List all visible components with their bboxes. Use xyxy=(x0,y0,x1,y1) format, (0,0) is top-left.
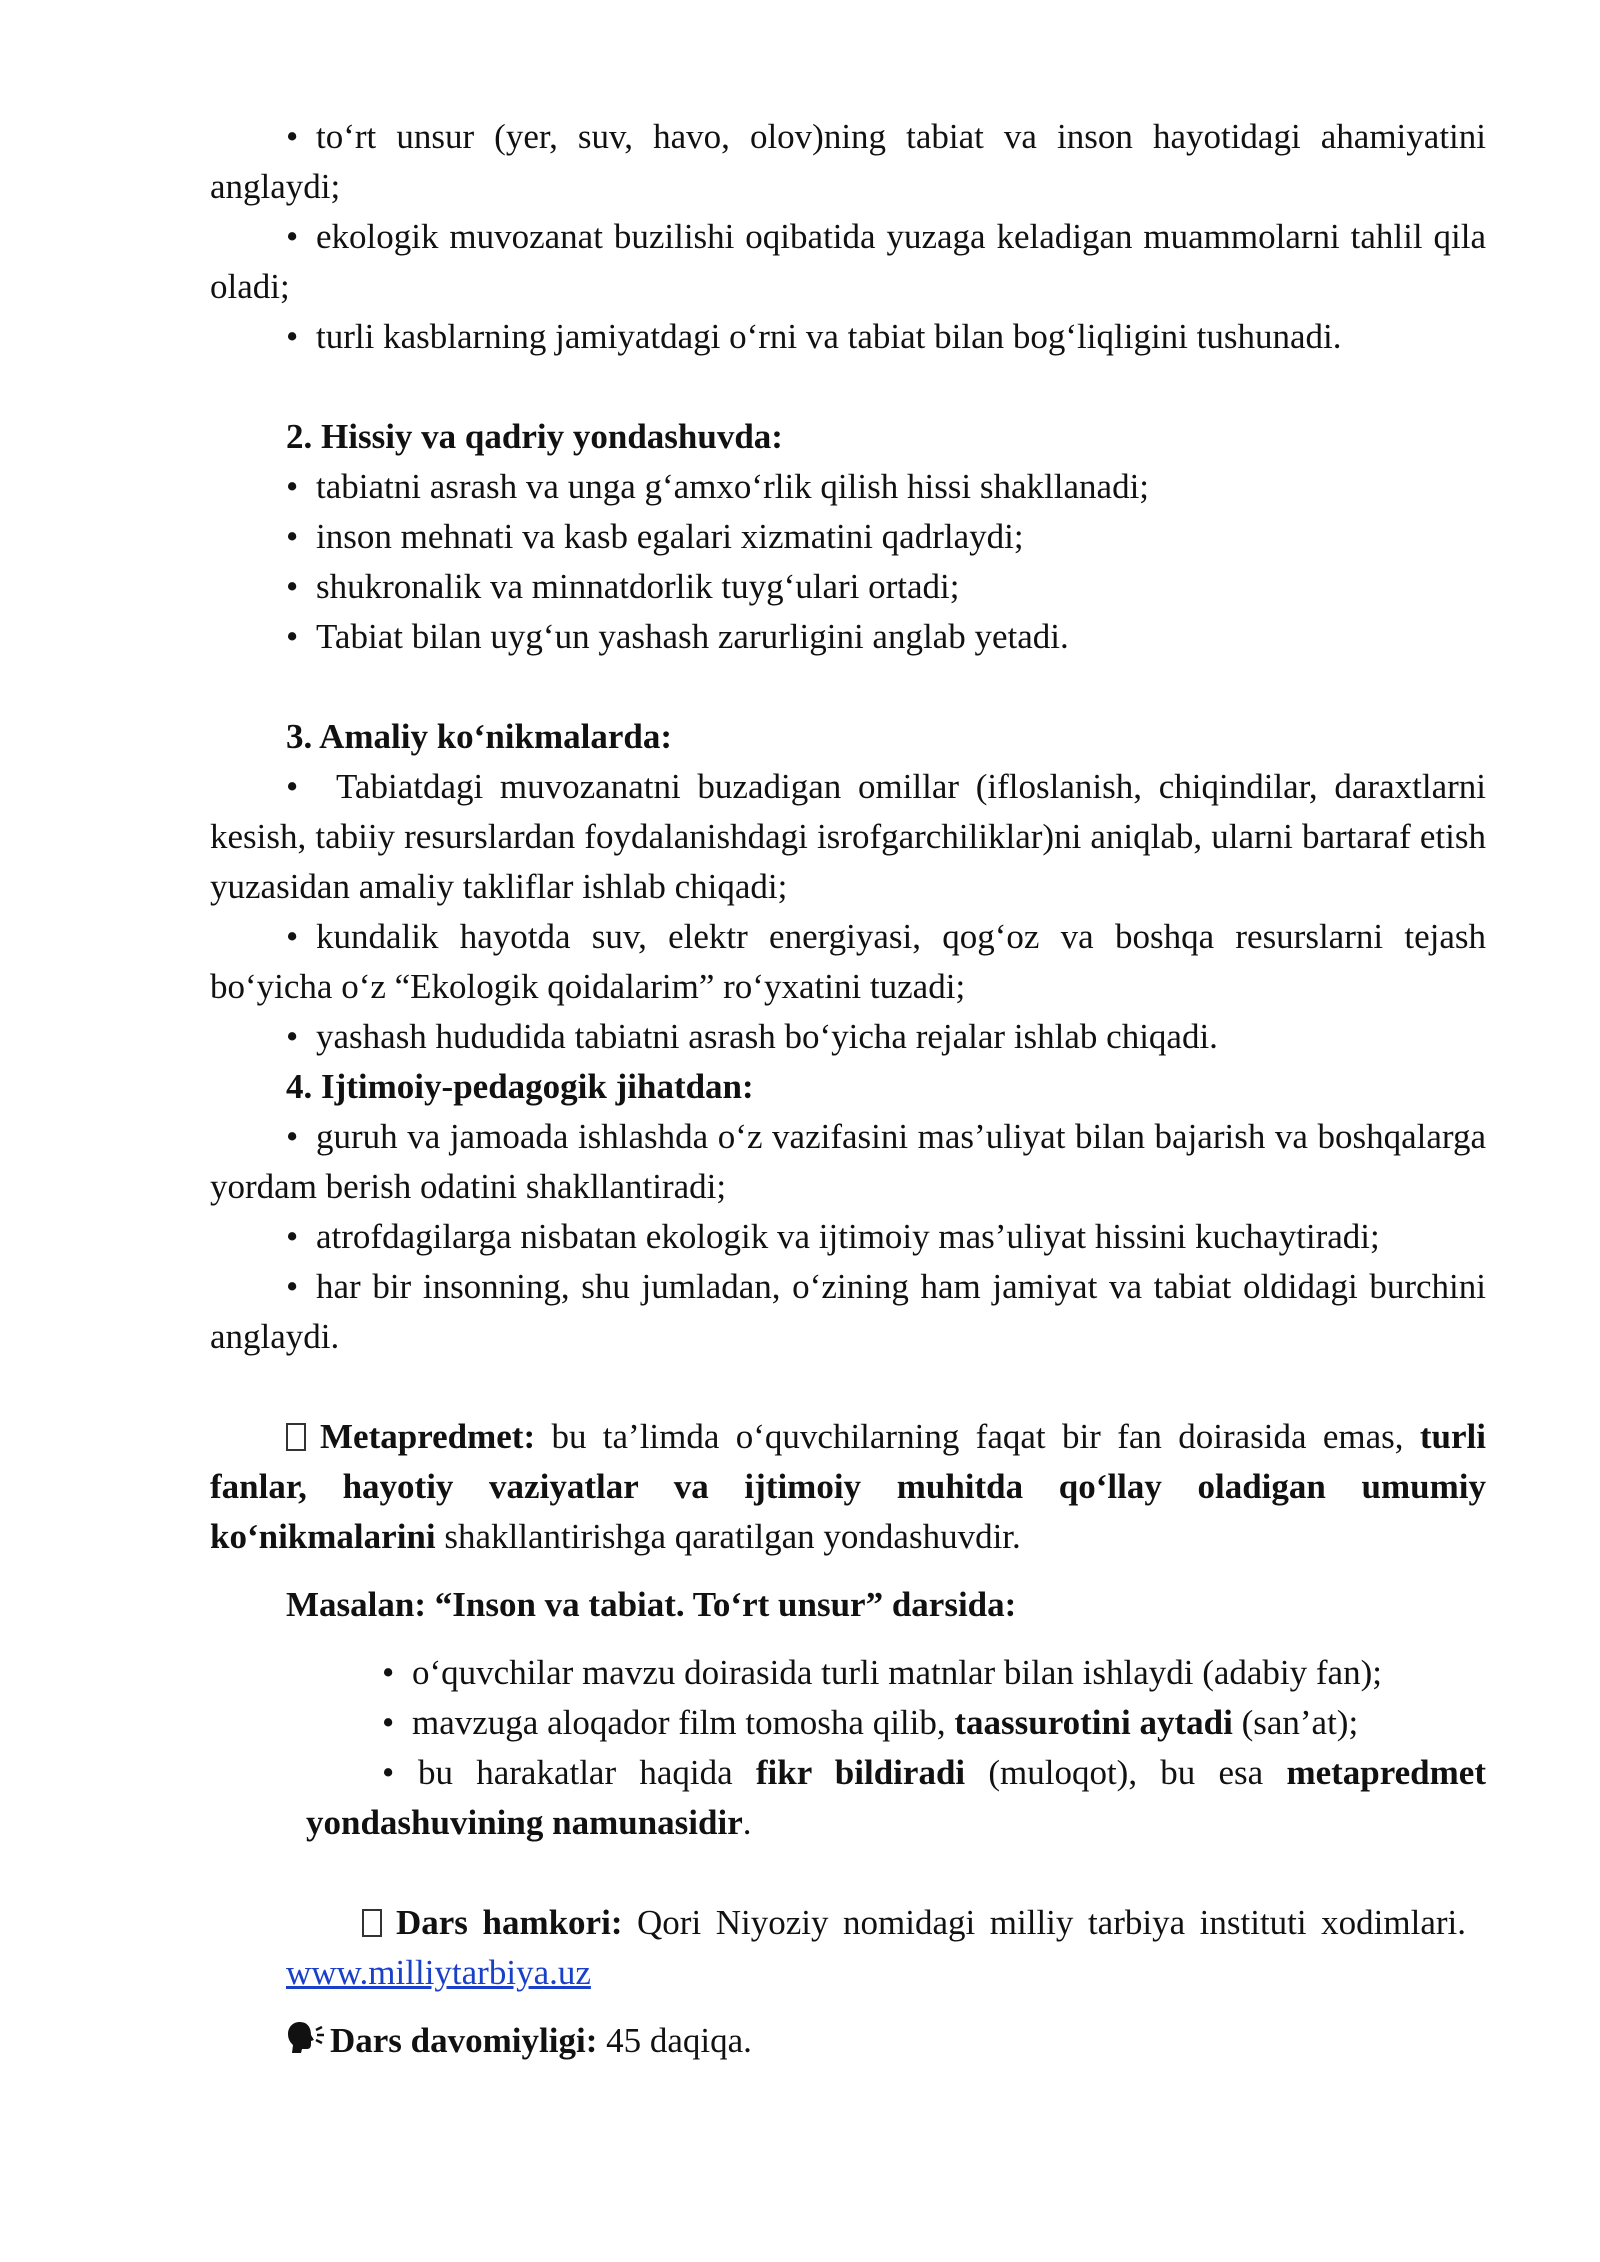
bullet-icon: • xyxy=(286,767,299,806)
list-item: • atrofdagilarga nisbatan ekologik va ijtimoiy mas’uliyat hissini kuchaytiradi; xyxy=(210,1212,1486,1262)
bullet-icon: • xyxy=(286,567,299,606)
list-item: • kundalik hayotda suv, elektr energiyasi, qog‘oz va boshqa resurslarni tejash bo‘yicha o‘z “Ekologik qoidalarim” ro‘yxatini tuzadi; xyxy=(210,912,1486,1012)
bullet-icon: • xyxy=(286,517,299,556)
bullet-icon: • xyxy=(286,467,299,506)
list-item: • tabiatni asrash va unga g‘amxo‘rlik qilish hissi shakllanadi; xyxy=(210,462,1486,512)
speaking-head-icon xyxy=(286,2020,330,2070)
section-heading: 2. Hissiy va qadriy yondashuvda: xyxy=(286,417,783,456)
metapredmet-paragraph: Metapredmet: bu ta’limda o‘quvchilarning faqat bir fan doirasida emas, turli fanlar, hayotiy vaziyatlar va ijtimoiy muhitda qo‘llay oladigan umumiy ko‘nikmalarini shakllantirishga qaratilgan yondashuvdir. xyxy=(210,1417,1486,1556)
partner-website-link[interactable]: www.milliytarbiya.uz xyxy=(286,1953,591,1992)
section-heading: 4. Ijtimoiy-pedagogik jihatdan: xyxy=(286,1067,754,1106)
list-item: • inson mehnati va kasb egalari xizmatini qadrlaydi; xyxy=(210,512,1486,562)
metapredmet-label: Metapredmet: xyxy=(320,1417,536,1456)
bullet-icon: • xyxy=(286,317,299,356)
list-item: • bu harakatlar haqida fikr bildiradi (muloqot), bu esa metapredmet yondashuvining namunasidir. xyxy=(210,1748,1486,1848)
bullet-icon: • xyxy=(286,1017,299,1056)
bullet-icon: • xyxy=(286,617,299,656)
list-item: • turli kasblarning jamiyatdagi o‘rni va tabiat bilan bog‘liqligini tushunadi. xyxy=(210,312,1486,362)
duration-paragraph xyxy=(210,2016,1486,2070)
list-item: • har bir insonning, shu jumladan, o‘zining ham jamiyat va tabiat oldidagi burchini anglaydi. xyxy=(210,1262,1486,1362)
bullet-icon: • xyxy=(382,1753,395,1792)
bullet-icon: • xyxy=(382,1703,395,1742)
example-heading: Masalan: “Inson va tabiat. To‘rt unsur” darsida: xyxy=(286,1585,1017,1624)
list-item: • mavzuga aloqador film tomosha qilib, taassurotini aytadi (san’at); xyxy=(210,1698,1486,1748)
list-item: • to‘rt unsur (yer, suv, havo, olov)ning tabiat va inson hayotidagi ahamiyatini anglaydi; xyxy=(210,112,1486,212)
bullet-icon: • xyxy=(286,917,299,956)
list-item: • ekologik muvozanat buzilishi oqibatida yuzaga keladigan muammolarni tahlil qila oladi; xyxy=(210,212,1486,312)
section-heading: 3. Amaliy ko‘nikmalarda: xyxy=(286,717,673,756)
list-item: • guruh va jamoada ishlashda o‘z vazifasini mas’uliyat bilan bajarish va boshqalarga yordam berish odatini shakllantiradi; xyxy=(210,1112,1486,1212)
list-item: • Tabiatdagi muvozanatni buzadigan omillar (ifloslanish, chiqindilar, daraxtlarni kesish, tabiiy resurslardan foydalanishdagi isrofgarchiliklar)ni aniqlab, ularni bartaraf etish yuzasidan amaliy takliflar ishlab chiqadi; xyxy=(210,762,1486,912)
list-item: • shukronalik va minnatdorlik tuyg‘ulari ortadi; xyxy=(210,562,1486,612)
partner-label: Dars hamkori: xyxy=(396,1903,623,1942)
duration-label: Dars davomiyligi: xyxy=(330,2021,598,2060)
bullet-icon: • xyxy=(286,1117,299,1156)
duration-value: 45 daqiqa. xyxy=(597,2021,752,2060)
placeholder-box-icon xyxy=(362,1909,382,1937)
list-item: • Tabiat bilan uyg‘un yashash zarurligini anglab yetadi. xyxy=(210,612,1486,662)
bullet-icon: • xyxy=(286,1267,299,1306)
bullet-icon: • xyxy=(286,1217,299,1256)
list-item: • o‘quvchilar mavzu doirasida turli matnlar bilan ishlaydi (adabiy fan); xyxy=(210,1648,1486,1698)
placeholder-box-icon xyxy=(286,1423,306,1451)
list-item: • yashash hududida tabiatni asrash bo‘yicha rejalar ishlab chiqadi. xyxy=(210,1012,1486,1062)
partner-paragraph: Dars hamkori: Qori Niyoziy nomidagi milliy tarbiya instituti xodimlari. www.milliytarbiya.uz xyxy=(286,1903,1467,1992)
bullet-icon: • xyxy=(382,1653,395,1692)
bullet-icon: • xyxy=(286,217,299,256)
bullet-icon: • xyxy=(286,117,299,156)
